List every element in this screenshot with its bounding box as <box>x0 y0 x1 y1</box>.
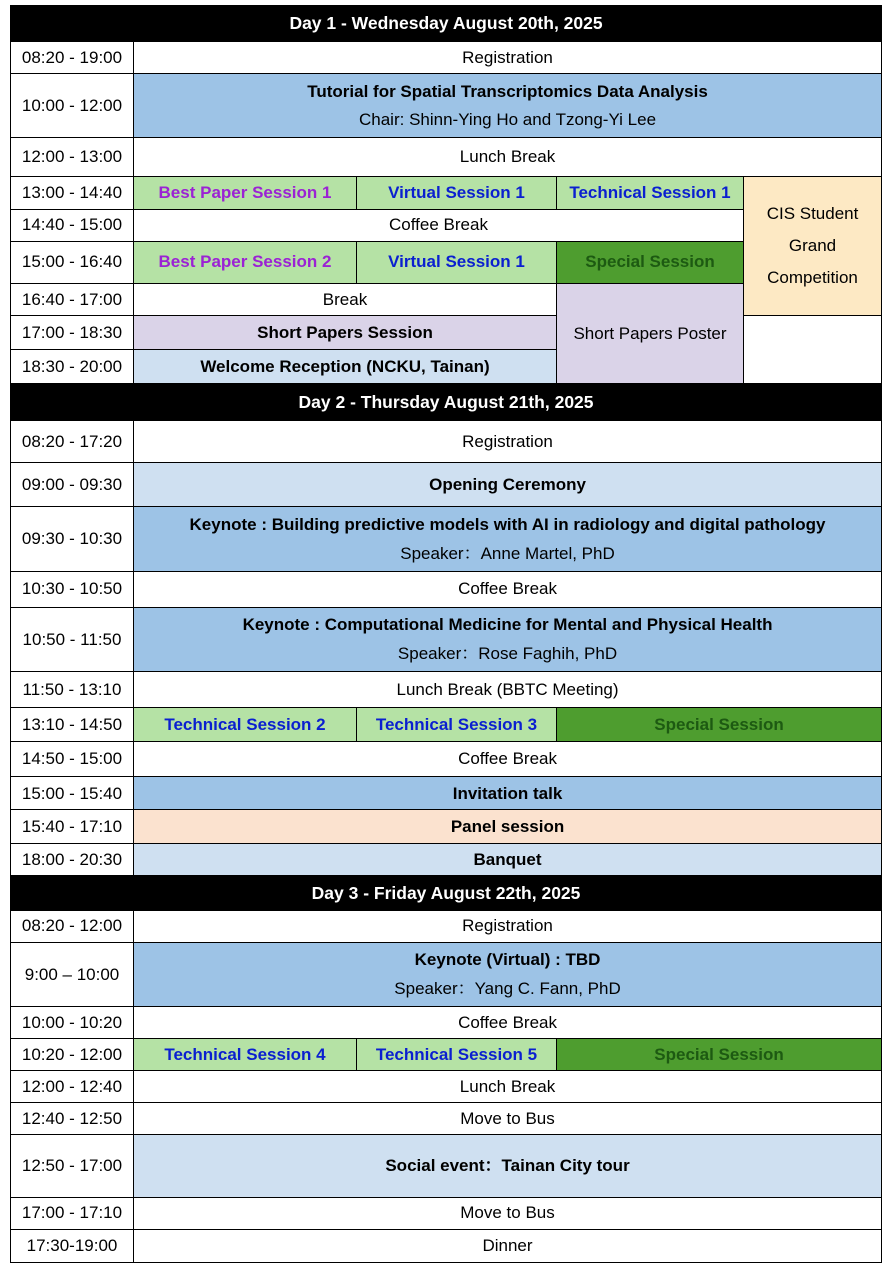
best-paper-session-2: Best Paper Session 2 <box>134 241 357 283</box>
time-cell: 9:00 – 10:00 <box>11 942 134 1006</box>
lunch-break-cell: Lunch Break <box>134 138 882 176</box>
time-cell: 13:10 - 14:50 <box>11 708 134 742</box>
special-session-cell: Special Session <box>557 241 744 283</box>
time-cell: 16:40 - 17:00 <box>11 283 134 315</box>
keynote-cell <box>134 507 882 571</box>
time-cell: 12:00 - 12:40 <box>11 1071 134 1103</box>
time-cell: 15:00 - 16:40 <box>11 241 134 283</box>
time-cell: 09:00 - 09:30 <box>11 463 134 507</box>
technical-session-2: Technical Session 2 <box>134 708 357 742</box>
break-cell: Break <box>134 283 557 315</box>
special-session-cell: Special Session <box>557 708 882 742</box>
time-cell: 17:00 - 17:10 <box>11 1197 134 1229</box>
tutorial-cell <box>134 74 882 138</box>
tutorial-chair: Chair: Shinn-Ying Ho and Tzong-Yi Lee <box>359 110 657 130</box>
keynote-speaker: Speaker：Yang C. Fann, PhD <box>394 978 621 998</box>
time-cell: 18:00 - 20:30 <box>11 844 134 875</box>
keynote-speaker: Speaker：Rose Faghih, PhD <box>397 643 618 663</box>
time-cell: 09:30 - 10:30 <box>11 507 134 571</box>
keynote-title: Keynote : Computational Medicine for Mental and Physical Health <box>242 615 773 635</box>
day3-header: Day 3 - Friday August 22th, 2025 <box>11 875 882 910</box>
panel-session-cell: Panel session <box>134 810 882 844</box>
registration-cell: Registration <box>134 910 882 942</box>
day2-header: Day 2 - Thursday August 21th, 2025 <box>11 384 882 421</box>
time-cell: 08:20 - 19:00 <box>11 42 134 74</box>
banquet-cell: Banquet <box>134 844 882 875</box>
dinner-cell: Dinner <box>134 1229 882 1262</box>
technical-session-1: Technical Session 1 <box>557 176 744 209</box>
short-papers-poster-cell: Short Papers Poster <box>557 283 744 383</box>
time-cell: 10:30 - 10:50 <box>11 571 134 607</box>
conference-schedule-table <box>10 5 882 1263</box>
time-cell: 08:20 - 17:20 <box>11 421 134 463</box>
coffee-break-cell: Coffee Break <box>134 742 882 777</box>
special-session-cell: Special Session <box>557 1039 882 1071</box>
welcome-reception-cell: Welcome Reception (NCKU, Tainan) <box>134 350 557 384</box>
keynote-speaker: Speaker：Anne Martel, PhD <box>400 543 615 563</box>
time-cell: 10:00 - 12:00 <box>11 74 134 138</box>
keynote-title: Keynote (Virtual) : TBD <box>414 950 601 970</box>
keynote-title: Keynote : Building predictive models with AI in radiology and digital pathology <box>189 515 826 535</box>
registration-cell: Registration <box>134 421 882 463</box>
keynote-cell <box>134 942 882 1006</box>
short-papers-session-cell: Short Papers Session <box>134 315 557 349</box>
virtual-session-1b: Virtual Session 1 <box>357 241 557 283</box>
time-cell: 10:20 - 12:00 <box>11 1039 134 1071</box>
time-cell: 08:20 - 12:00 <box>11 910 134 942</box>
time-cell: 12:50 - 17:00 <box>11 1135 134 1197</box>
empty-cell <box>744 315 882 383</box>
time-cell: 10:00 - 10:20 <box>11 1006 134 1038</box>
lunch-break-cell: Lunch Break <box>134 1071 882 1103</box>
technical-session-4: Technical Session 4 <box>134 1039 357 1071</box>
lunch-break-cell: Lunch Break (BBTC Meeting) <box>134 671 882 707</box>
best-paper-session-1: Best Paper Session 1 <box>134 176 357 209</box>
day1-header: Day 1 - Wednesday August 20th, 2025 <box>11 6 882 42</box>
time-cell: 10:50 - 11:50 <box>11 607 134 671</box>
time-cell: 15:00 - 15:40 <box>11 777 134 810</box>
time-cell: 17:00 - 18:30 <box>11 315 134 349</box>
invitation-talk-cell: Invitation talk <box>134 777 882 810</box>
time-cell: 12:00 - 13:00 <box>11 138 134 176</box>
coffee-break-cell: Coffee Break <box>134 209 744 241</box>
tutorial-title: Tutorial for Spatial Transcriptomics Data Analysis <box>307 81 708 101</box>
cis-student-competition-cell: CIS Student Grand Competition <box>744 176 882 315</box>
time-cell: 13:00 - 14:40 <box>11 176 134 209</box>
time-cell: 18:30 - 20:00 <box>11 350 134 384</box>
keynote-cell <box>134 607 882 671</box>
registration-cell: Registration <box>134 42 882 74</box>
move-to-bus-cell: Move to Bus <box>134 1197 882 1229</box>
virtual-session-1: Virtual Session 1 <box>357 176 557 209</box>
opening-ceremony-cell: Opening Ceremony <box>134 463 882 507</box>
technical-session-3: Technical Session 3 <box>357 708 557 742</box>
technical-session-5: Technical Session 5 <box>357 1039 557 1071</box>
time-cell: 12:40 - 12:50 <box>11 1103 134 1135</box>
time-cell: 17:30-19:00 <box>11 1229 134 1262</box>
coffee-break-cell: Coffee Break <box>134 571 882 607</box>
move-to-bus-cell: Move to Bus <box>134 1103 882 1135</box>
time-cell: 15:40 - 17:10 <box>11 810 134 844</box>
time-cell: 14:40 - 15:00 <box>11 209 134 241</box>
coffee-break-cell: Coffee Break <box>134 1006 882 1038</box>
time-cell: 14:50 - 15:00 <box>11 742 134 777</box>
social-event-cell: Social event：Tainan City tour <box>134 1135 882 1197</box>
time-cell: 11:50 - 13:10 <box>11 671 134 707</box>
